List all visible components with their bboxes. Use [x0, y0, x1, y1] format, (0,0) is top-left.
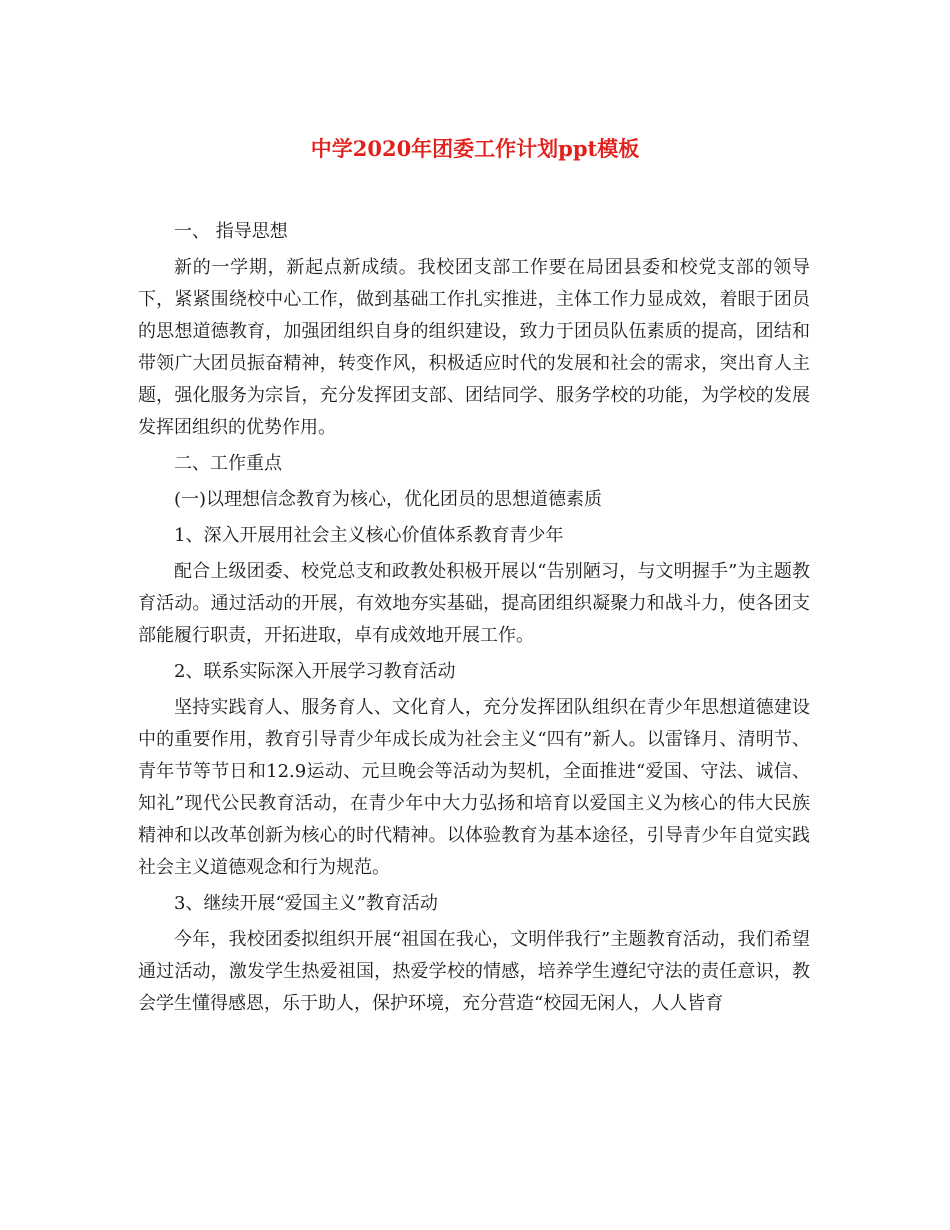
item-heading-2: 2、联系实际深入开展学习教育活动 [174, 661, 456, 682]
document-body [138, 216, 810, 1024]
item-heading-3: 3、继续开展“爱国主义”教育活动 [174, 893, 438, 914]
body-paragraph: 今年，我校团委拟组织开展“祖国在我心，文明伴我行”主题教育活动，我们希望通过活动，激发学生热爱祖国，热爱学校的情感，培养学生遵纪守法的责任意识，教会学生懂得感恩，乐于助人，保护环境，充分营造“校园无闲人，人人皆育 [138, 929, 810, 1014]
body-paragraph: 坚持实践育人、服务育人、文化育人，充分发挥团队组织在青少年思想道德建设中的重要作用，教育引导青少年成长成为社会主义“四有”新人。以雷锋月、清明节、青年节等节日和12.9运动、元旦晚会等活动为契机，全面推进“爱国、守法、诚信、知礼”现代公民教育活动，在青少年中大力弘扬和培育以爱国主义为核心的伟大民族精神和以改革创新为核心的时代精神。以体验教育为基本途径，引导青少年自觉实践社会主义道德观念和行为规范。 [138, 697, 810, 878]
body-paragraph: 新的一学期，新起点新成绩。我校团支部工作要在局团县委和校党支部的领导下，紧紧围绕校中心工作，做到基础工作扎实推进，主体工作力显成效，着眼于团员的思想道德教育，加强团组织自身的组织建设，致力于团员队伍素质的提高，团结和带领广大团员振奋精神，转变作风，积极适应时代的发展和社会的需求，突出育人主题，强化服务为宗旨，充分发挥团支部、团结同学、服务学校的功能，为学校的发展发挥团组织的优势作用。 [138, 257, 810, 438]
subsection-heading: (一)以理想信念教育为核心，优化团员的思想道德素质 [174, 489, 603, 510]
section-heading-guiding-thought: 一、 指导思想 [174, 221, 288, 242]
section-heading-work-focus: 二、工作重点 [174, 453, 282, 474]
item-heading-1: 1、深入开展用社会主义核心价值体系教育青少年 [174, 525, 564, 546]
document-title: 中学2020年团委工作计划ppt模板 [310, 136, 640, 161]
body-paragraph: 配合上级团委、校党总支和政教处积极开展以“告别陋习，与文明握手”为主题教育活动。通过活动的开展，有效地夯实基础，提高团组织凝聚力和战斗力，使各团支部能履行职责，开拓进取，卓有成效地开展工作。 [138, 561, 810, 646]
